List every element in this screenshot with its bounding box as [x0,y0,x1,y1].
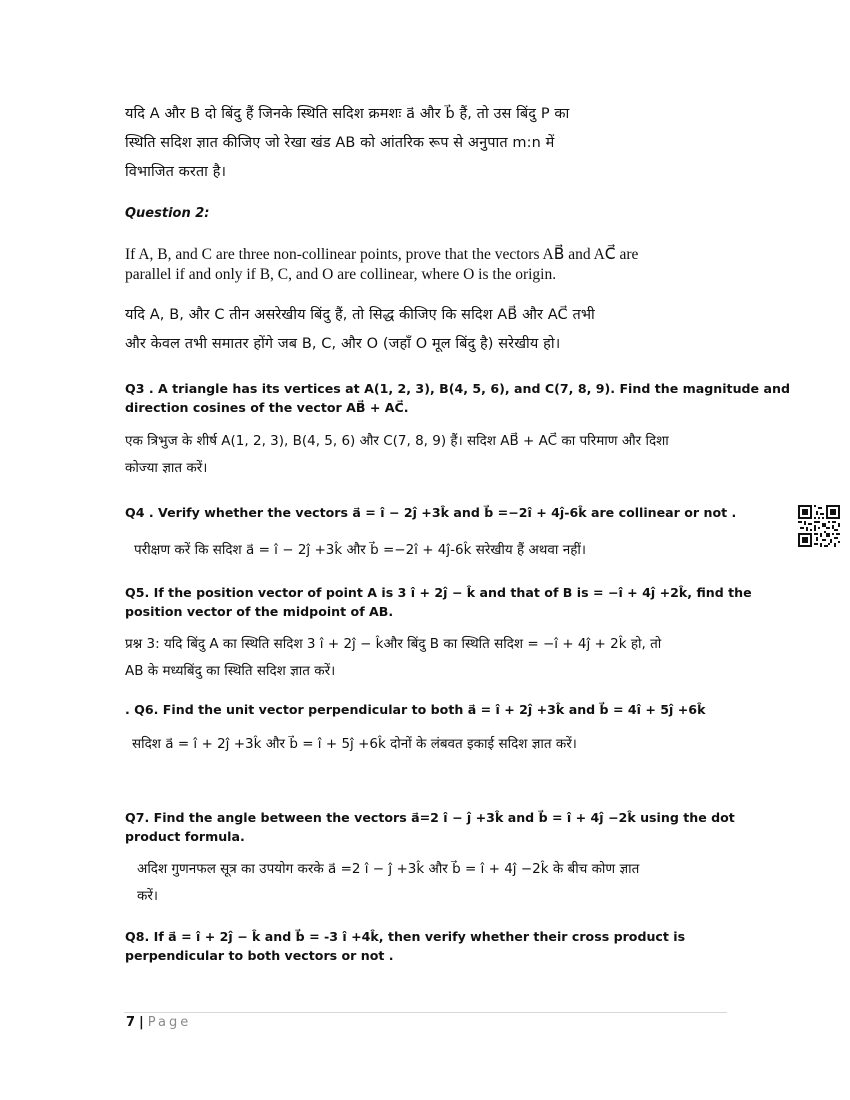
q2-english-line-2: parallel if and only if B, C, and O are collinear, where O is the origin. [125,266,557,283]
q3-hindi-text [125,428,725,482]
q7-english-text [125,808,735,846]
q2-english-text [125,245,725,285]
q6-english-line: . Q6. Find the unit vector perpendicular to both a⃗ = î + 2ĵ +3k̂ and b⃗ = 4î + 5ĵ +6k̂ [125,702,706,717]
q6-hindi-line: सदिश a⃗ = î + 2ĵ +3k̂ और b⃗ = î + 5ĵ +6k̂ दोनों के लंबवत इकाई सदिश ज्ञात करें। [132,736,577,752]
q3-english-text [125,379,790,417]
q7-hindi-line-2: करें। [137,888,159,904]
footer-divider [124,1012,727,1013]
q7-hindi-line-1: अदिश गुणनफल सूत्र का उपयोग करके a⃗ =2 î − ĵ +3k̂ और b⃗ = î + 4ĵ −2k̂ के बीच कोण ज्ञात [137,861,640,877]
q2-hindi-line-1: यदि A, B, और C तीन असरेखीय बिंदु हैं, तो सिद्ध कीजिए कि सदिश AB⃗ और AC⃗ तभी [125,307,595,323]
q1-hindi-line-1: यदि A और B दो बिंदु हैं जिनके स्थिति सदिश क्रमशः a⃗ और b⃗ हैं, तो उस बिंदु P का [125,106,570,122]
q6-english-text [125,700,725,719]
q3-hindi-line-2: कोज्या ज्ञात करें। [125,460,208,476]
q3-hindi-line-1: एक त्रिभुज के शीर्ष A(1, 2, 3), B(4, 5, 6) और C(7, 8, 9) हैं। सदिश AB⃗ + AC⃗ का परिमाण और दिशा [125,433,669,449]
q4-hindi-text [134,537,734,564]
q8-english-line-2: perpendicular to both vectors or not . [125,948,394,963]
q2-hindi-line-2: और केवल तभी समातर होंगे जब B, C, और O (जहाँ O मूल बिंदु है) सरेखीय हो। [125,336,561,352]
q1-hindi-line-2: स्थिति सदिश ज्ञात कीजिए जो रेखा खंड AB को आंतरिक रूप से अनुपात m:n में [125,135,555,151]
q5-hindi-text [125,631,725,685]
q8-english-line-1: Q8. If a⃗ = î + 2ĵ − k̂ and b⃗ = -3 î +4k̂, then verify whether their cross product is [125,929,686,944]
q1-hindi-text [125,100,725,187]
q5-english-line-1: Q5. If the position vector of point A is 3 î + 2ĵ − k̂ and that of B is = −î + 4ĵ +2k̂, find the [125,585,752,600]
q7-english-line-2: product formula. [125,829,245,844]
q3-english-line-2: direction cosines of the vector AB⃗ + AC⃗. [125,400,409,415]
q1-hindi-line-3: विभाजित करता है। [125,164,227,180]
page-number: 7 [126,1015,136,1030]
page-footer [126,1015,191,1030]
q3-english-line-1: Q3 . A triangle has its vertices at A(1, 2, 3), B(4, 5, 6), and C(7, 8, 9). Find the magnitude and [125,381,790,396]
q5-english-line-2: position vector of the midpoint of AB. [125,604,394,619]
qr-code-icon [798,505,840,547]
q6-hindi-text [132,731,732,758]
q5-english-text [125,583,752,621]
q8-english-text [125,927,725,965]
footer-separator: | [139,1015,144,1030]
question-2-heading: Question 2: [125,206,210,221]
q2-hindi-text [125,301,725,359]
q7-hindi-text [137,856,737,910]
q5-hindi-line-2: AB के मध्यबिंदु का स्थिति सदिश ज्ञात करें। [125,663,336,679]
q4-hindi-line: परीक्षण करें कि सदिश a⃗ = î − 2ĵ +3k̂ और b⃗ =−2î + 4ĵ-6k̂ सरेखीय हैं अथवा नहीं। [134,542,586,558]
q7-english-line-1: Q7. Find the angle between the vectors a⃗=2 î − ĵ +3k̂ and b⃗ = î + 4ĵ −2k̂ using the dot [125,810,735,825]
page-label: Page [147,1015,192,1030]
q2-english-line-1: If A, B, and C are three non-collinear points, prove that the vectors AB⃗ and AC⃗ are [125,246,639,263]
q4-english-text [125,503,737,522]
q5-hindi-line-1: प्रश्न 3: यदि बिंदु A का स्थिति सदिश 3 î + 2ĵ − k̂और बिंदु B का स्थिति सदिश = −î + 4ĵ + 2k̂ हो, तो [125,636,662,652]
q4-english-line: Q4 . Verify whether the vectors a⃗ = î − 2ĵ +3k̂ and b⃗ =−2î + 4ĵ-6k̂ are collinear or not . [125,505,737,520]
